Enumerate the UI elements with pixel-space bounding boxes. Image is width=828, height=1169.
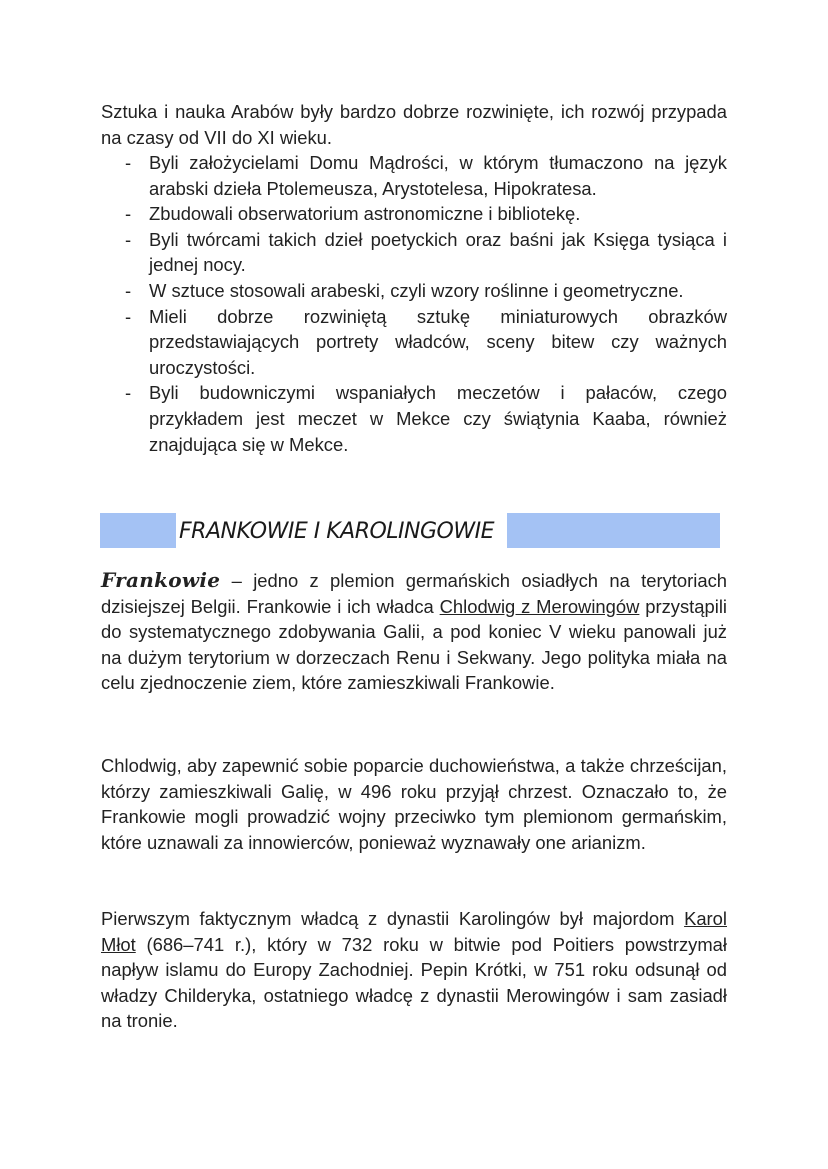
list-item: - Byli twórcami takich dzieł poetyckich oraz baśni jak Księga tysiąca i jednej nocy.: [101, 227, 727, 278]
heading-highlight-right: [507, 513, 720, 548]
list-item: - Byli założycielami Domu Mądrości, w którym tłumaczono na język arabski dzieła Ptolemeusza, Arystotelesa, Hipokratesa.: [101, 150, 727, 201]
section-heading: FRANKOWIE I KAROLINGOWIE: [179, 519, 495, 544]
franks-paragraph: [101, 568, 727, 696]
carolingians-text-2: (686–741 r.), który w 732 roku w bitwie pod Poitiers powstrzymał napływ islamu do Europy Zachodniej. Pepin Krótki, w 751 roku odsunął od władzy Childeryka, ostatniego władcę z dynastii Merowingów i sam zasiadł na tronie.: [101, 933, 727, 1032]
arab-achievements-list: [101, 150, 727, 457]
chlodwig-link[interactable]: Chlodwig z Merowingów: [439, 595, 640, 617]
carolingians-paragraph: [101, 906, 727, 1034]
franks-term: Frankowie: [101, 568, 221, 592]
carolingians-text-1: Pierwszym faktycznym władcą z dynastii Karolingów był majordom: [101, 908, 685, 929]
list-item: - W sztuce stosowali arabeski, czyli wzory roślinne i geometryczne.: [101, 278, 727, 304]
heading-highlight-left: [100, 513, 176, 548]
karol-mlot-link[interactable]: Karol Młot: [101, 908, 727, 955]
franks-text-1: – jedno z plemion germańskich osiadłych na terytoriach dzisiejszej Belgii. Frankowie i ich władca: [101, 570, 727, 617]
franks-text-2: przystąpili do systematycznego zdobywania Galii, a pod koniec V wieku panowali już na dużym terytorium w dorzeczach Renu i Sekwany. Jego polityka miała na celu zjednoczenie ziem, które zamieszkiwali Frankowie.: [101, 595, 727, 694]
intro-paragraph: Sztuka i nauka Arabów były bardzo dobrze rozwinięte, ich rozwój przypada na czasy od VII do XI wieku.: [101, 101, 727, 148]
list-item: - Mieli dobrze rozwiniętą sztukę miniaturowych obrazków przedstawiających portrety władców, sceny bitew czy ważnych uroczystości.: [101, 304, 727, 381]
list-item: - Zbudowali obserwatorium astronomiczne i bibliotekę.: [101, 201, 727, 227]
chlodwig-paragraph: Chlodwig, aby zapewnić sobie poparcie duchowieństwa, a także chrześcijan, którzy zamieszkiwali Galię, w 496 roku przyjął chrzest. Oznaczało to, że Frankowie mogli prowadzić wojny przeciwko tym plemionom germańskim, które uznawali za innowierców, ponieważ wyznawały one arianizm.: [101, 755, 727, 853]
list-item: - Byli budowniczymi wspaniałych meczetów i pałaców, czego przykładem jest meczet w Mekce czy świątynia Kaaba, również znajdująca się w Mekce.: [101, 380, 727, 457]
